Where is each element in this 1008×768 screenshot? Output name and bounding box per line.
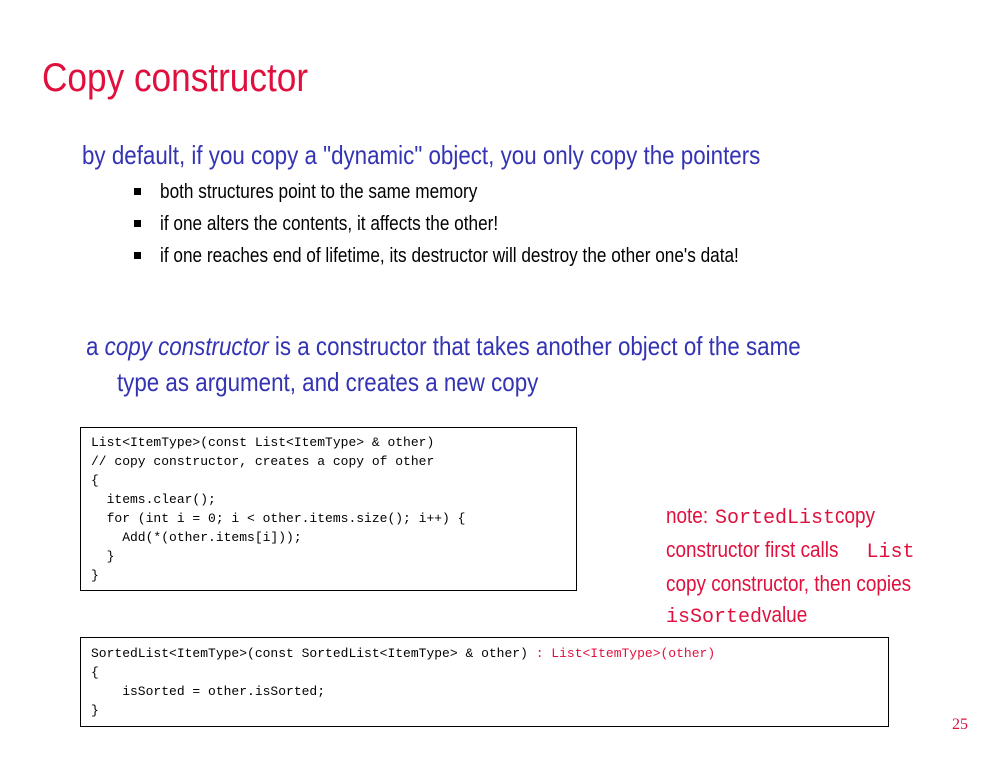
slide-title: Copy constructor (42, 56, 309, 100)
code-line: } (91, 703, 99, 718)
code-line: } (91, 549, 115, 564)
bullet-dynamic-copy: by default, if you copy a "dynamic" object, you only copy the pointers (82, 140, 761, 170)
code-line: } (91, 568, 99, 583)
square-bullet-icon (134, 252, 141, 259)
code-line: for (int i = 0; i < other.items.size(); i++) { (91, 511, 466, 526)
sortedlist-copy-constructor-code (80, 637, 889, 727)
square-bullet-icon (134, 188, 141, 195)
list-copy-constructor-code (80, 427, 577, 591)
code-line: SortedList<ItemType>(const SortedList<ItemType> & other) : List<ItemType>(other) (91, 646, 716, 661)
code-line: items.clear(); (91, 492, 216, 507)
square-bullet-icon (134, 220, 141, 227)
code-line: { (91, 665, 99, 680)
base-initializer: : List<ItemType>(other) (535, 646, 716, 661)
code-line: // copy constructor, creates a copy of other (91, 454, 435, 469)
code-line: { (91, 473, 99, 488)
sortedlist-note: note:SortedListcopy constructor first callsList copy constructor, then copies isSortedvalue (666, 503, 915, 629)
code-line: List<ItemType>(const List<ItemType> & other) (91, 435, 435, 450)
bullet-copy-constructor-definition: a copy constructor is a constructor that takes another object of the same type as argument, and creates a new copy (86, 331, 801, 397)
code-line: Add(*(other.items[i])); (91, 530, 302, 545)
copy-constructor-term: copy constructor (104, 331, 269, 361)
code-line: isSorted = other.isSorted; (91, 684, 326, 699)
page-number: 25 (952, 716, 968, 733)
